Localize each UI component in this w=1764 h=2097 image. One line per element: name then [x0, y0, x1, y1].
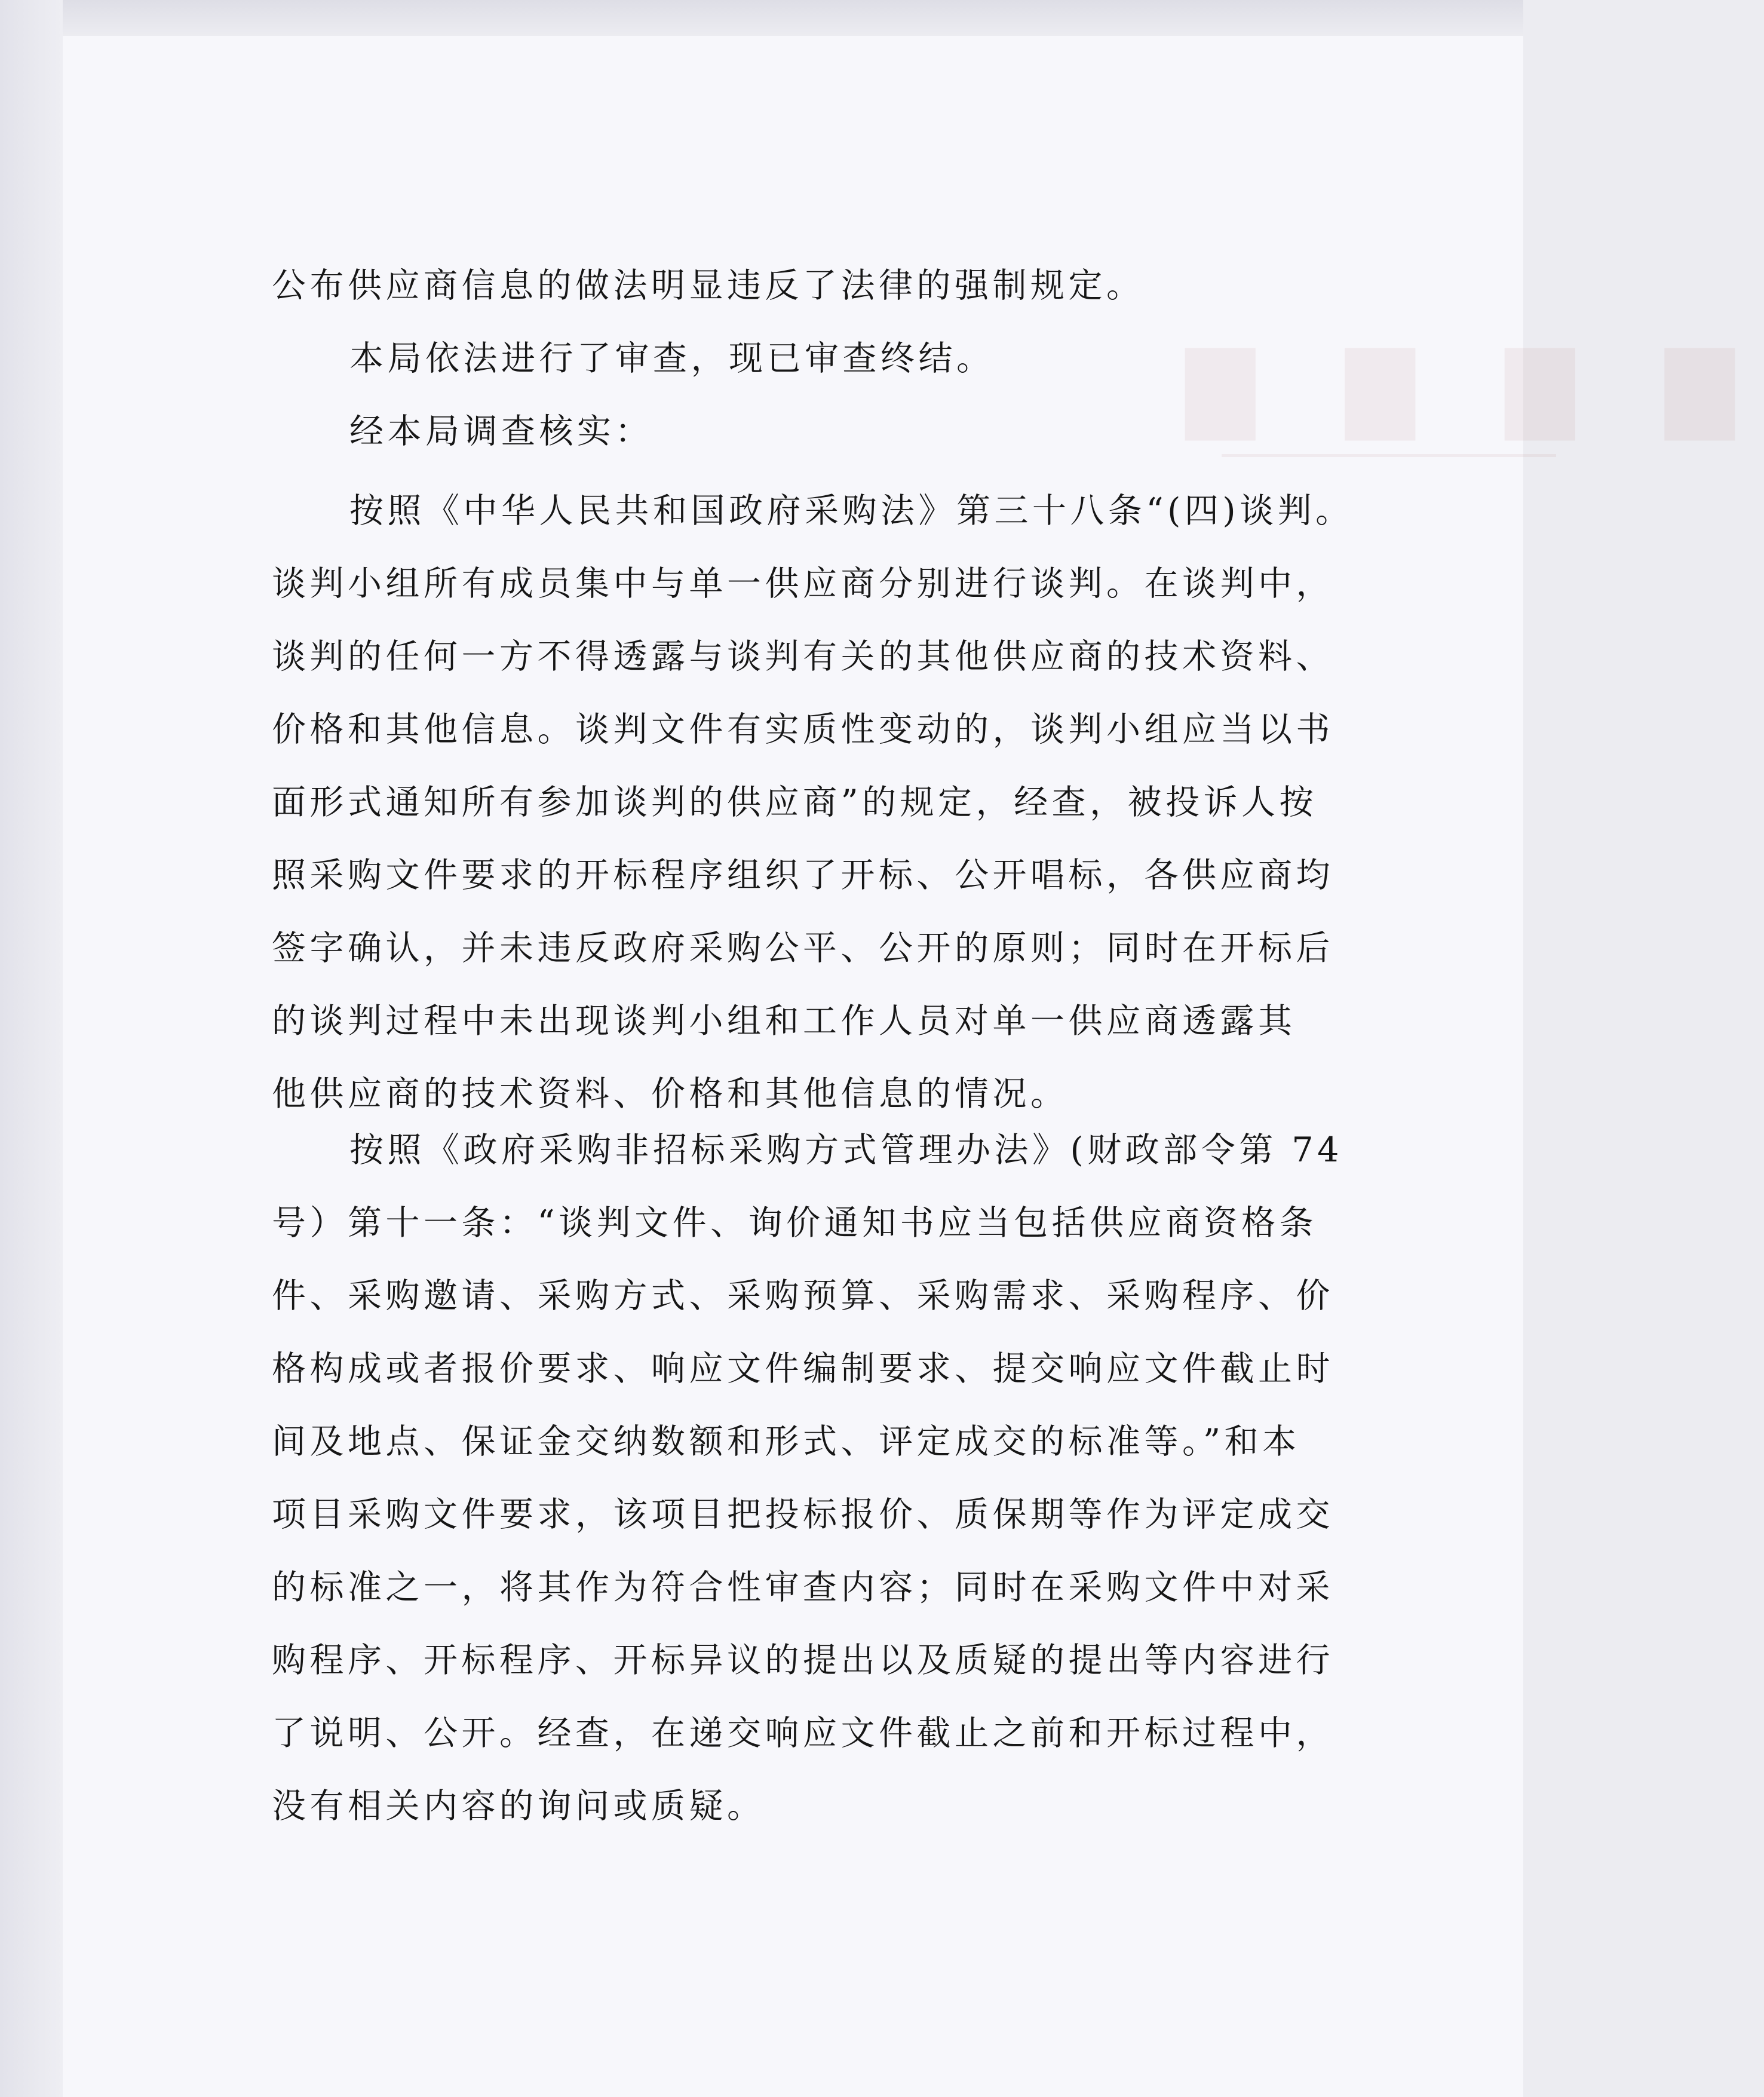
paragraph-line: 购程序、开标程序、开标异议的提出以及质疑的提出等内容进行: [272, 1641, 1334, 1680]
scan-left-edge: [0, 0, 63, 2097]
paragraph-line: 谈判的任何一方不得透露与谈判有关的其他供应商的技术资料、: [272, 637, 1334, 676]
paragraph-line: 本局依法进行了审查，现已审查终结。: [349, 339, 995, 378]
paragraph-line: 公布供应商信息的做法明显违反了法律的强制规定。: [272, 266, 1145, 305]
paragraph-line: 格构成或者报价要求、响应文件编制要求、提交响应文件截止时: [272, 1349, 1334, 1388]
paragraph-line: 的谈判过程中未出现谈判小组和工作人员对单一供应商透露其: [272, 1001, 1296, 1041]
paragraph-line: 项目采购文件要求，该项目把投标报价、质保期等作为评定成交: [272, 1495, 1334, 1534]
paragraph-line: 的标准之一，将其作为符合性审查内容；同时在采购文件中对采: [272, 1568, 1334, 1607]
paragraph-line: 按照《政府采购非招标采购方式管理办法》(财政部令第 74: [349, 1130, 1343, 1170]
show-through-letterhead: ▇ ▇ ▇ ▇: [1186, 335, 1764, 440]
paragraph-line: 间及地点、保证金交纳数额和形式、评定成交的标准等。”和本: [272, 1422, 1300, 1461]
paragraph-line: 面形式通知所有参加谈判的供应商”的规定，经查，被投诉人按: [272, 783, 1318, 822]
paragraph-line: 件、采购邀请、采购方式、采购预算、采购需求、采购程序、价: [272, 1276, 1334, 1316]
show-through-rule: [1222, 454, 1556, 457]
scan-top-edge: [0, 0, 1523, 36]
paragraph-line: 他供应商的技术资料、价格和其他信息的情况。: [272, 1074, 1069, 1114]
paragraph-line: 照采购文件要求的开标程序组织了开标、公开唱标，各供应商均: [272, 856, 1334, 895]
paragraph-line: 价格和其他信息。谈判文件有实质性变动的，谈判小组应当以书: [272, 710, 1334, 749]
paragraph-line: 经本局调查核实：: [349, 412, 653, 451]
paragraph-line: 没有相关内容的询问或质疑。: [272, 1786, 765, 1826]
paragraph-line: 了说明、公开。经查，在递交响应文件截止之前和开标过程中，: [272, 1713, 1334, 1753]
paragraph-line: 签字确认，并未违反政府采购公平、公开的原则；同时在开标后: [272, 928, 1334, 968]
paragraph-line: 谈判小组所有成员集中与单一供应商分别进行谈判。在谈判中，: [272, 564, 1334, 603]
paragraph-line: 号）第十一条：“谈判文件、询价通知书应当包括供应商资格条: [272, 1203, 1318, 1243]
paragraph-line: 按照《中华人民共和国政府采购法》第三十八条“(四)谈判。: [349, 491, 1354, 531]
